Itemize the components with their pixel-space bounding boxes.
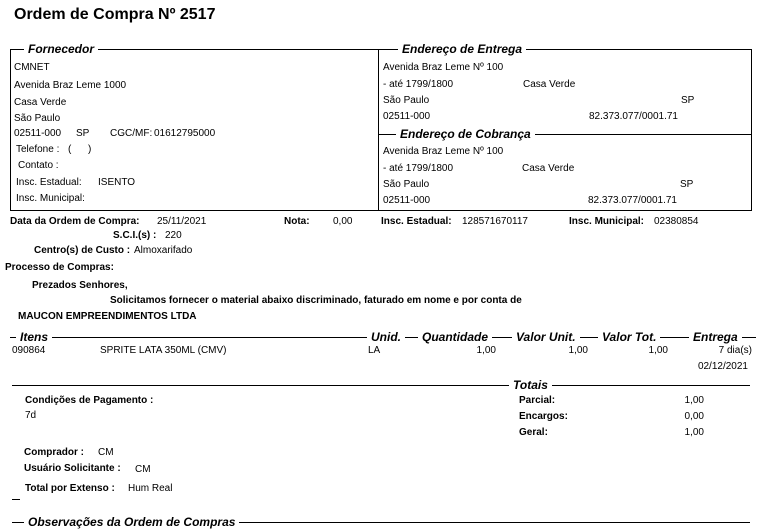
col-valor-tot: Valor Tot.	[598, 331, 660, 343]
fornecedor-cgc-label: CGC/MF:	[110, 128, 153, 139]
item-description: SPRITE LATA 350ML (CMV)	[100, 345, 227, 356]
insc-municipal-label: Insc. Municipal:	[569, 216, 645, 227]
letter-greeting: Prezados Senhores,	[32, 280, 128, 291]
nota-value: 0,00	[333, 216, 353, 227]
parcial-label: Parcial:	[519, 395, 556, 406]
totais-heading: Totais	[509, 379, 552, 391]
fornecedor-insc-municipal-label: Insc. Municipal:	[16, 193, 85, 204]
processo-label: Processo de Compras:	[5, 262, 114, 273]
fornecedor-address: Avenida Braz Leme 1000	[14, 80, 127, 91]
col-unid: Unid.	[367, 331, 405, 343]
entrega-city: São Paulo	[383, 95, 430, 106]
entrega-address: Avenida Braz Leme Nº 100	[383, 62, 504, 73]
entrega-cep: 02511-000	[383, 111, 431, 122]
totais-line	[12, 385, 750, 386]
data-ordem-value: 25/11/2021	[157, 216, 207, 227]
data-ordem-label: Data da Ordem de Compra:	[10, 216, 140, 227]
extenso-label: Total por Extenso :	[25, 483, 115, 494]
encargos-label: Encargos:	[519, 411, 568, 422]
insc-municipal-value: 02380854	[654, 216, 699, 227]
observacoes-heading: Observações da Ordem de Compras	[24, 516, 239, 528]
item-entrega-data: 02/12/2021	[697, 361, 748, 372]
sci-label: S.C.I.(s) :	[113, 230, 157, 241]
item-entrega-prazo: 7 dia(s)	[718, 345, 752, 356]
centro-custo-value: Almoxarifado	[134, 245, 193, 256]
cobranca-complement: - até 1799/1800	[383, 163, 454, 174]
entrega-district: Casa Verde	[523, 79, 576, 90]
comprador-label: Comprador :	[24, 447, 84, 458]
centro-custo-label: Centro(s) de Custo :	[34, 245, 131, 256]
col-itens: Itens	[16, 331, 52, 343]
fornecedor-cgc: 01612795000	[154, 128, 216, 139]
item-unid: LA	[368, 345, 381, 356]
comprador-value: CM	[98, 447, 114, 458]
cobranca-city: São Paulo	[383, 179, 430, 190]
fornecedor-name: CMNET	[14, 62, 50, 73]
col-entrega: Entrega	[689, 331, 742, 343]
geral-label: Geral:	[519, 427, 548, 438]
item-quantidade: 1,00	[476, 345, 496, 356]
extenso-tick	[12, 499, 20, 500]
encargos-value: 0,00	[684, 411, 704, 422]
fornecedor-insc-estadual-label: Insc. Estadual:	[16, 177, 82, 188]
solicitante-value: CM	[135, 464, 151, 475]
parcial-value: 1,00	[684, 395, 704, 406]
cobranca-uf: SP	[680, 179, 694, 190]
entrega-heading: Endereço de Entrega	[398, 43, 526, 55]
entrega-complement: - até 1799/1800	[383, 79, 454, 90]
nota-label: Nota:	[284, 216, 310, 227]
letter-body: Solicitamos fornecer o material abaixo discriminado, faturado em nome e por conta de	[110, 295, 522, 306]
col-valor-unit: Valor Unit.	[512, 331, 580, 343]
page-title: Ordem de Compra Nº 2517	[14, 6, 216, 23]
fornecedor-cep: 02511-000	[14, 128, 62, 139]
solicitante-label: Usuário Solicitante :	[24, 463, 121, 474]
entrega-cnpj: 82.373.077/0001.71	[589, 111, 678, 122]
cobranca-heading: Endereço de Cobrança	[396, 128, 535, 140]
fornecedor-district: Casa Verde	[14, 97, 67, 108]
insc-estadual-label: Insc. Estadual:	[381, 216, 452, 227]
fornecedor-city: São Paulo	[14, 113, 61, 124]
fornecedor-telefone: ( )	[68, 144, 92, 155]
item-valor-unit: 1,00	[568, 345, 588, 356]
letter-company: MAUCON EMPREENDIMENTOS LTDA	[18, 311, 197, 322]
geral-value: 1,00	[684, 427, 704, 438]
col-quantidade: Quantidade	[418, 331, 492, 343]
entrega-uf: SP	[681, 95, 695, 106]
insc-estadual-value: 128571670117	[462, 216, 528, 227]
condicoes-value: 7d	[25, 410, 37, 421]
item-code: 090864	[12, 345, 46, 356]
item-valor-tot: 1,00	[648, 345, 668, 356]
cobranca-district: Casa Verde	[522, 163, 575, 174]
cobranca-cnpj: 82.373.077/0001.71	[588, 195, 677, 206]
fornecedor-contato-label: Contato :	[18, 160, 59, 171]
cobranca-cep: 02511-000	[383, 195, 431, 206]
fornecedor-insc-estadual: ISENTO	[98, 177, 136, 188]
fornecedor-telefone-label: Telefone :	[16, 144, 60, 155]
sci-value: 220	[165, 230, 182, 241]
fornecedor-heading: Fornecedor	[24, 43, 98, 55]
fornecedor-uf: SP	[76, 128, 90, 139]
condicoes-label: Condições de Pagamento :	[25, 395, 154, 406]
extenso-value: Hum Real	[128, 483, 173, 494]
cobranca-address: Avenida Braz Leme Nº 100	[383, 146, 504, 157]
